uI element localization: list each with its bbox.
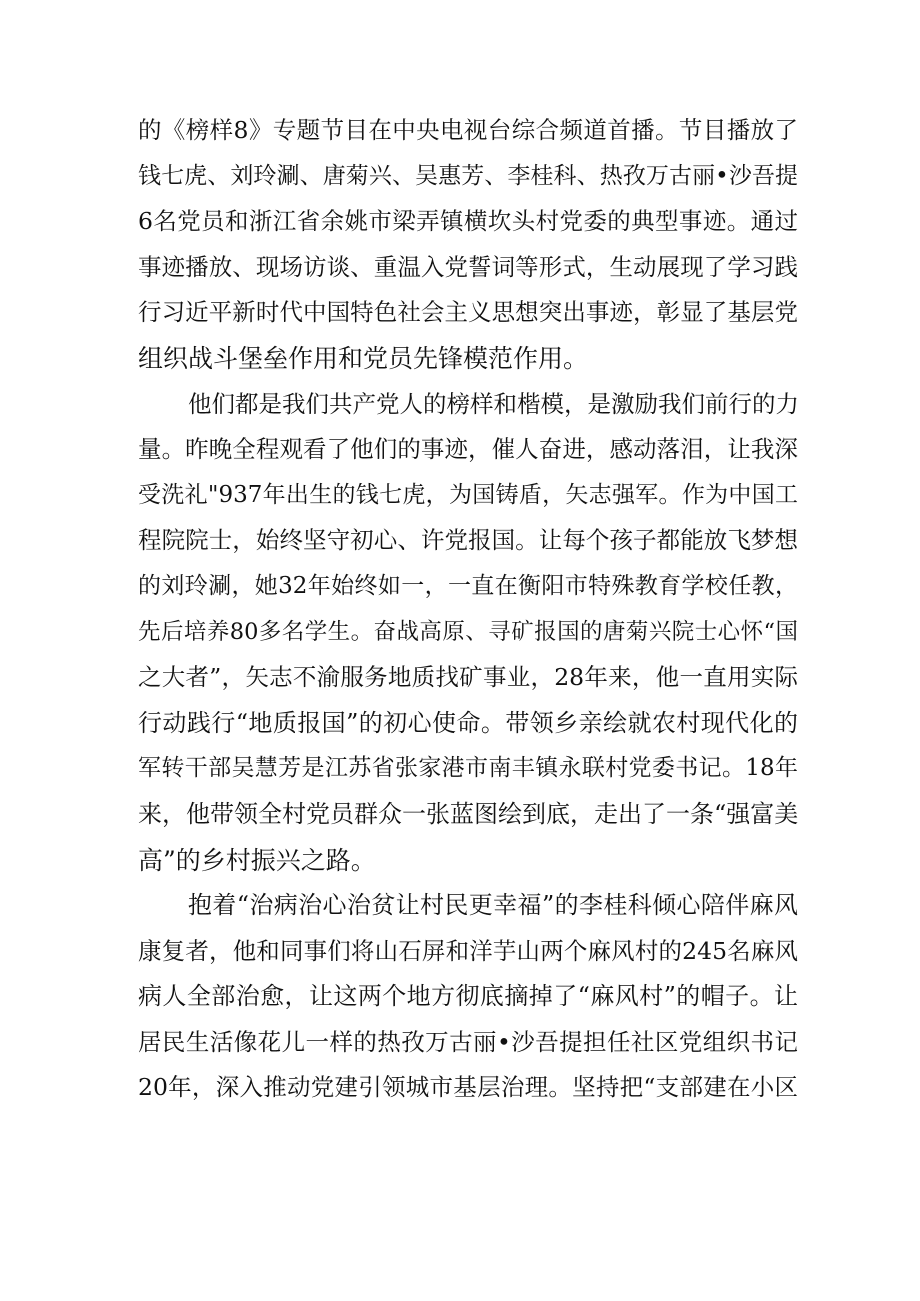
text-line: 程院院士，始终坚守初心、许党报国。让每个孩子都能放飞梦想 bbox=[138, 526, 798, 555]
text-line: 之大者”，矢志不渝服务地质找矿事业，28年来，他一直用实际 bbox=[138, 663, 798, 692]
paragraph-3 bbox=[138, 883, 798, 1111]
text-line: 他们都是我们共产党人的榜样和楷模，是激励我们前行的力 bbox=[188, 389, 799, 418]
text-line: 钱七虎、刘玲涮、唐菊兴、吴惠芳、李桂科、热孜万古丽•沙吾提 bbox=[138, 162, 798, 189]
text-line: 组织战斗堡垒作用和党员先锋模范作用。 bbox=[138, 343, 589, 373]
text-line: 来，他带领全村党员群众一张蓝图绘到底，走出了一条“强富美 bbox=[138, 799, 799, 828]
text-line: 量。昨晚全程观看了他们的事迹，催人奋进，感动落泪，让我深 bbox=[138, 435, 798, 464]
text-line: 行习近平新时代中国特色社会主义思想突出事迹，彰显了基层党 bbox=[138, 298, 798, 327]
text-line: 军转干部吴慧芳是江苏省张家港市南丰镇永联村党委书记。18年 bbox=[138, 755, 798, 782]
text-line: 先后培养80多名学生。奋战高原、寻矿报国的唐菊兴院士心怀“国 bbox=[138, 618, 798, 645]
text-line: 受洗礼"937年出生的钱七虎，为国铸盾，矢志强军。作为中国工 bbox=[138, 481, 798, 508]
text-line: 的《榜样8》专题节目在中央电视台综合频道首播。节目播放了 bbox=[138, 116, 798, 144]
text-line: 康复者，他和同事们将山石屏和洋芋山两个麻风村的245名麻风 bbox=[138, 936, 798, 965]
text-line: 病人全部治愈，让这两个地方彻底摘掉了“麻风村”的帽子。让 bbox=[138, 982, 798, 1011]
text-line: 事迹播放、现场访谈、重温入党誓词等形式，生动展现了学习践 bbox=[138, 252, 798, 281]
paragraph-2 bbox=[138, 382, 798, 884]
text-line: 抱着“治病治心治贫让村民更幸福”的李桂科倾心陪伴麻风 bbox=[188, 891, 798, 920]
text-line: 行动践行“地质报国”的初心使命。带领乡亲绘就农村现代化的 bbox=[138, 708, 798, 737]
text-line: 的刘玲涮，她32年始终如一，一直在衡阳市特殊教育学校任教， bbox=[138, 572, 798, 599]
text-line: 20年，深入推动党建引领城市基层治理。坚持把“支部建在小区 bbox=[138, 1073, 798, 1102]
body-text bbox=[138, 108, 798, 1111]
paragraph-1 bbox=[138, 108, 798, 382]
text-line: 高”的乡村振兴之路。 bbox=[138, 845, 376, 875]
text-line: 居民生活像花儿一样的热孜万古丽•沙吾提担任社区党组织书记 bbox=[138, 1027, 798, 1056]
text-line: 6名党员和浙江省余姚市梁弄镇横坎头村党委的典型事迹。通过 bbox=[138, 207, 798, 236]
